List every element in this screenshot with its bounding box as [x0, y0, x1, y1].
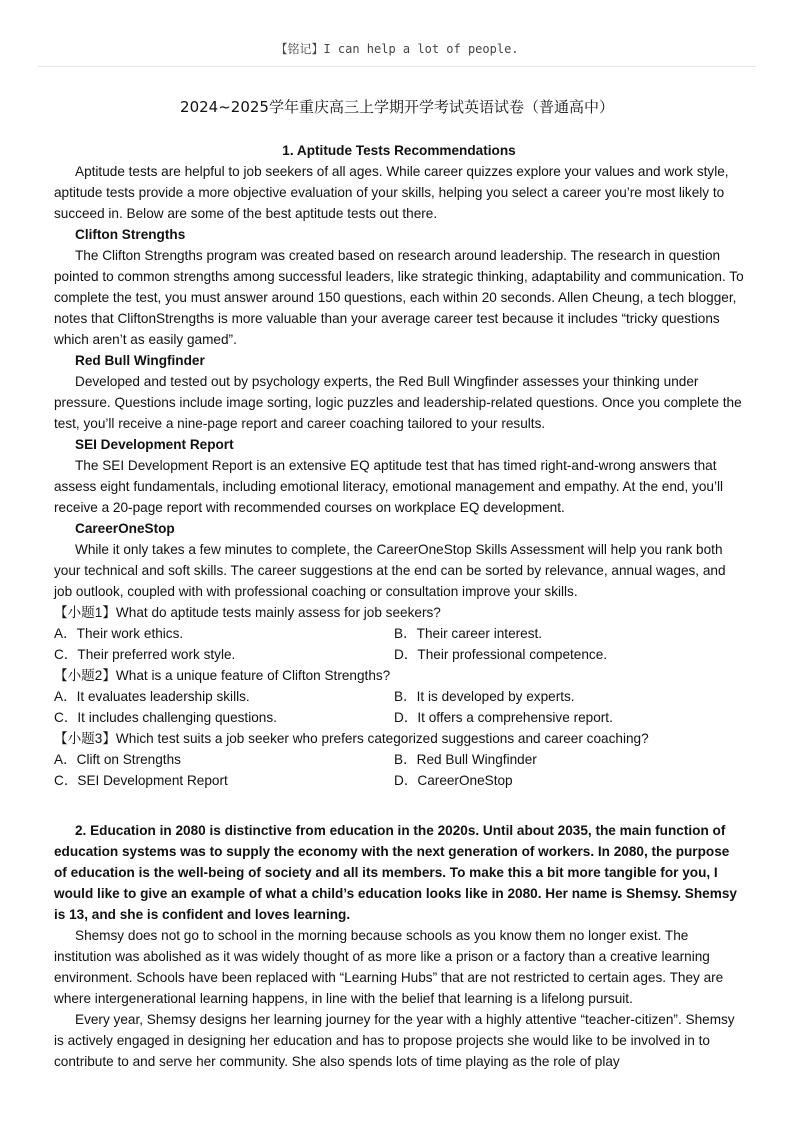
section-2-lead: 2. Education in 2080 is distinctive from education in the 2020s. Until about 2035, the main function of education systems was to supply the economy with the next generation of workers. In 2080, the purpose of education is the well-being of society and all its members. To make this a bit more tangible for you, I would like to give an example of what a child’s education looks like in 2080. Her name is Shemsy. Shemsy is 13, and she is confident and loves learning. [54, 823, 737, 922]
question-1-options [54, 623, 744, 665]
section-2-paragraph-1: Shemsy does not go to school in the morning because schools as you know them no longer exist. The institution was abolished as it was widely thought of as more like a prison or a factory than a creative learning environment. Schools have been replaced with “Learning Hubs” that are not restricted to certain ages. They are where intergenerational learning happens, in line with the belief that learning is a lifelong pursuit. [54, 928, 724, 1006]
section-spacer [54, 791, 744, 820]
question-2-option-d[interactable]: D．It offers a comprehensive report. [394, 710, 613, 725]
paragraph-sei: The SEI Development Report is an extensive EQ aptitude test that has timed right-and-wrong answers that assess eight fundamentals, including emotional literacy, emotional management and empathy. At the end, you’ll receive a 20-page report with recommended courses on workplace EQ development. [54, 458, 723, 515]
section-2-paragraph-2: Every year, Shemsy designs her learning journey for the year with a highly attentive “teacher-citizen”. Shemsy is actively engaged in designing her education and has to propose projects she would like to be involved in to contribute to and serve her community. She also spends lots of time playing as the role of play [54, 1012, 735, 1069]
question-2-option-c[interactable]: C．It includes challenging questions. [54, 710, 277, 725]
question-3-stem: 【小题3】Which test suits a job seeker who prefers categorized suggestions and career coaching? [54, 731, 649, 746]
question-3-option-b[interactable]: B．Red Bull Wingfinder [394, 752, 537, 767]
subheading-sei: SEI Development Report [75, 437, 234, 452]
section-1-title: 1. Aptitude Tests Recommendations [282, 143, 516, 158]
header-motto: 【铭记】I can help a lot of people. [275, 42, 519, 56]
header-divider [38, 66, 756, 67]
question-3-option-d[interactable]: D．CareerOneStop [394, 773, 513, 788]
section-1-intro: Aptitude tests are helpful to job seekers of all ages. While career quizzes explore your values and work style, aptitude tests provide a more objective evaluation of your skills, helping you select a career you’re most likely to succeed in. Below are some of the best aptitude tests out there. [54, 164, 729, 221]
question-3-option-a[interactable]: A．Clift on Strengths [54, 752, 181, 767]
question-3-option-c[interactable]: C．SEI Development Report [54, 773, 228, 788]
question-2-options [54, 686, 744, 728]
subheading-wingfinder: Red Bull Wingfinder [75, 353, 205, 368]
document-body [54, 140, 744, 1072]
paragraph-clifton: The Clifton Strengths program was created based on research around leadership. The research in question pointed to common strengths among successful leaders, like strategic thinking, adaptability and communication. To complete the test, you must answer around 150 questions, each within 20 seconds. Allen Cheung, a tech blogger, notes that CliftonStrengths is more valuable than your average career test because it includes “tricky questions which aren’t as easily gamed”. [54, 248, 744, 347]
question-1-option-c[interactable]: C．Their preferred work style. [54, 647, 236, 662]
question-1-option-a[interactable]: A．Their work ethics. [54, 626, 184, 641]
paragraph-wingfinder: Developed and tested out by psychology experts, the Red Bull Wingfinder assesses your thinking under pressure. Questions include image sorting, logic puzzles and leadership-related questions. Once you complete the test, you’ll receive a nine-page report and career coaching tailored to your results. [54, 374, 742, 431]
subheading-careeronestop: CareerOneStop [75, 521, 175, 536]
question-1-option-b[interactable]: B．Their career interest. [394, 626, 543, 641]
paragraph-careeronestop: While it only takes a few minutes to complete, the CareerOneStop Skills Assessment will help you rank both your technical and soft skills. The career suggestions at the end can be sorted by relevance, annual wages, and job outlook, coupled with with professional coaching or consultation improve your skills. [54, 542, 726, 599]
question-2-option-b[interactable]: B．It is developed by experts. [394, 689, 575, 704]
question-1-stem: 【小题1】What do aptitude tests mainly assess for job seekers? [54, 605, 441, 620]
page-title: 2024~2025学年重庆高三上学期开学考试英语试卷（普通高中） [180, 98, 614, 116]
question-2-stem: 【小题2】What is a unique feature of Clifton Strengths? [54, 668, 391, 683]
question-2-option-a[interactable]: A．It evaluates leadership skills. [54, 689, 250, 704]
question-3-options [54, 749, 744, 791]
subheading-clifton: Clifton Strengths [75, 227, 186, 242]
question-1-option-d[interactable]: D．Their professional competence. [394, 647, 608, 662]
